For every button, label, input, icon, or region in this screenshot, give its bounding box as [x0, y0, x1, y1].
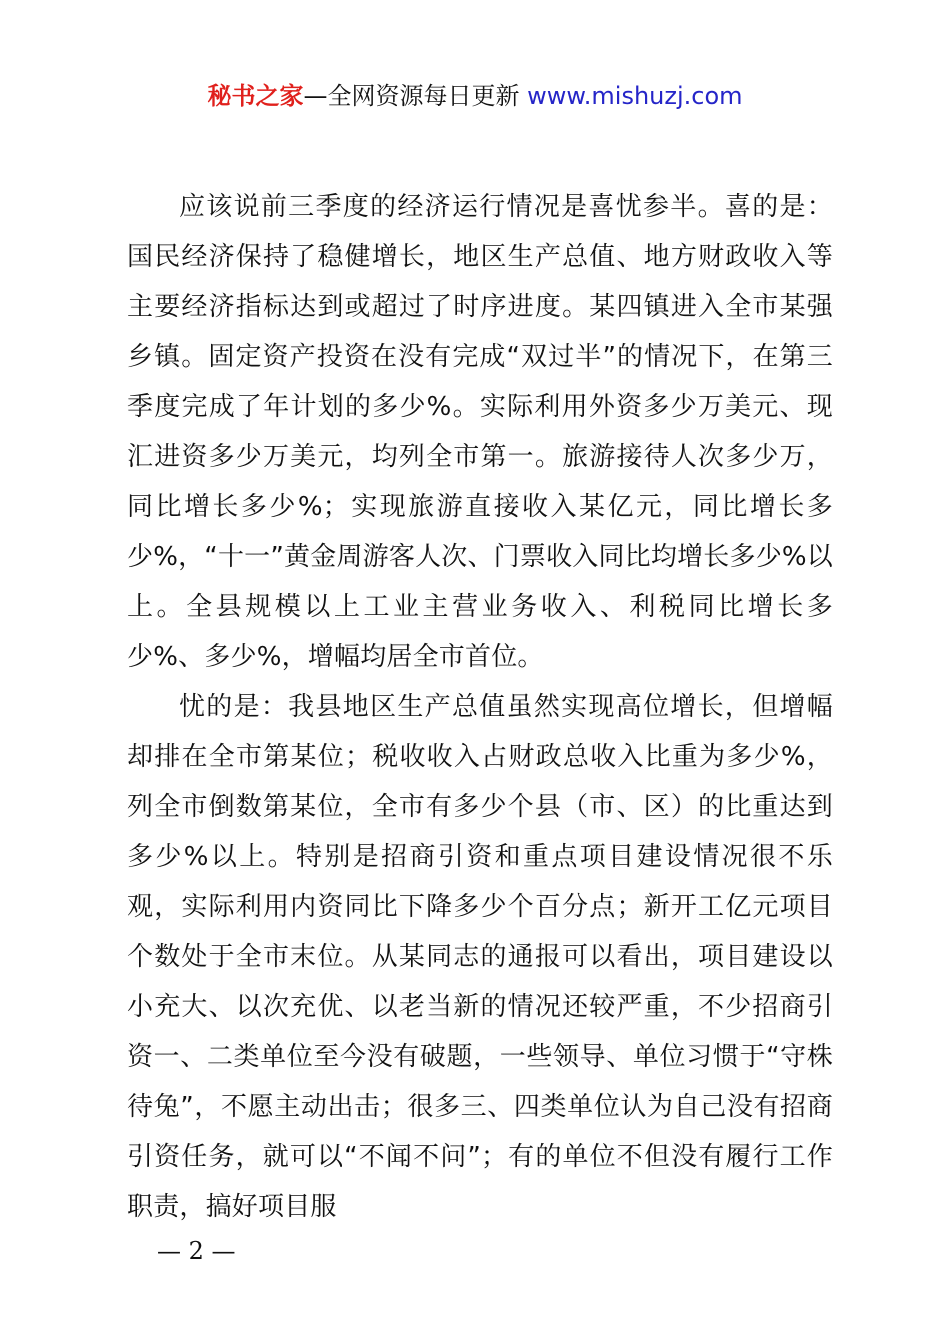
header-slogan: 全网资源每日更新	[327, 82, 520, 110]
page-number: — 2 —	[157, 1237, 236, 1265]
site-brand: 秘书之家	[207, 82, 304, 110]
site-header	[0, 78, 950, 114]
site-url-link[interactable]: www.mishuzj.com	[527, 82, 743, 110]
paragraph-1: 应该说前三季度的经济运行情况是喜忧参半。喜的是：国民经济保持了稳健增长，地区生产总值、地方财政收入等主要经济指标达到或超过了时序进度。某四镇进入全市某强乡镇。固定资产投资在没有完成“双过半”的情况下，在第三季度完成了年计划的多少%。实际利用外资多少万美元、现汇进资多少万美元，均列全市第一。旅游接待人次多少万，同比增长多少%；实现旅游直接收入某亿元，同比增长多少%，“十一”黄金周游客人次、门票收入同比均增长多少%以上。全县规模以上工业主营业务收入、利税同比增长多少%、多少%，增幅均居全市首位。	[127, 192, 833, 672]
paragraph-2: 忧的是：我县地区生产总值虽然实现高位增长，但增幅却排在全市第某位；税收收入占财政总收入比重为多少%，列全市倒数第某位，全市有多少个县（市、区）的比重达到多少%以上。特别是招商引资和重点项目建设情况很不乐观，实际利用内资同比下降多少个百分点；新开工亿元项目个数处于全市末位。从某同志的通报可以看出，项目建设以小充大、以次充优、以老当新的情况还较严重，不少招商引资一、二类单位至今没有破题，一些领导、单位习惯于“守株待兔”，不愿主动出击；很多三、四类单位认为自己没有招商引资任务，就可以“不闻不问”；有的单位不但没有履行工作职责，搞好项目服	[127, 692, 833, 1222]
header-dash: —	[303, 82, 328, 110]
document-body	[127, 182, 833, 1232]
